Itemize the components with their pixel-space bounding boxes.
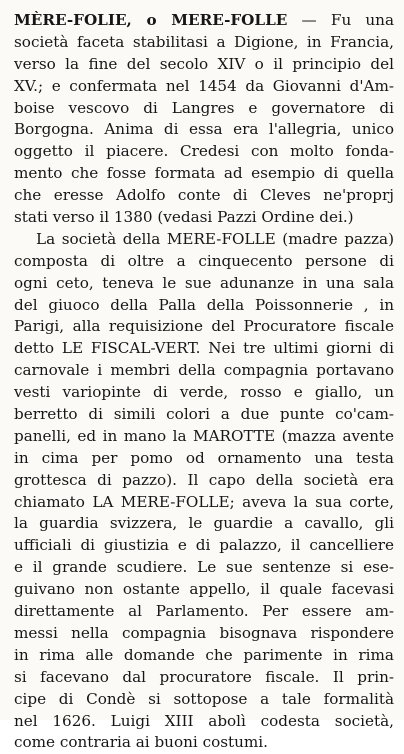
paragraph1-line-2: verso la fine del secolo XIV o il principio del [14, 54, 394, 73]
paragraph1-line-3: XV.; e confermata nel 1454 da Giovanni d'Am- [14, 76, 394, 95]
paragraph2-line-2: ogni ceto, teneva le sue adunanze in una sala [14, 273, 394, 292]
dictionary-entry [14, 10, 394, 754]
paragraph2-line-13: la guardia svizzera, le guardie a cavallo, gli [14, 514, 394, 533]
paragraph2-line-14: ufficiali di giustizia e di palazzo, il cancelliere [14, 536, 394, 555]
entry-headword: MÈRE-FOLIE, o MERE-FOLLE [14, 11, 288, 29]
paragraph1-line-9: stati verso il 1380 (vedasi Pazzi Ordine dei.) [14, 208, 354, 227]
paragraph1-line-0: — Fu una [301, 11, 395, 29]
paragraph2-line-0: La società della MERE-FOLLE (madre pazza) [36, 229, 394, 248]
paragraph2-line-9: panelli, ed in mano la MAROTTE (mazza avente [14, 426, 394, 445]
paragraph2-line-5: detto LE FISCAL-VERT. Nei tre ultimi giorni di [14, 339, 394, 358]
paragraph1-line-7: mento che fosse formata ad esempio di quella [14, 164, 394, 183]
paragraph1-line-1: società faceta stabilitasi a Digione, in Francia, [14, 32, 394, 51]
paragraph1-line-5: Borgogna. Anima di essa era l'allegria, unico [14, 120, 394, 139]
paragraph2-line-6: carnovale i membri della compagnia portavano [14, 361, 394, 380]
paragraph2-line-16: guivano non ostante appello, il quale facevasi [14, 580, 394, 599]
paragraph2-line-15: e il grande scudiere. Le sue sentenze si ese- [14, 558, 394, 577]
paragraph1-line-4: boise vescovo di Langres e governatore di [14, 98, 394, 117]
paragraph2-line-17: direttamente al Parlamento. Per essere am- [14, 602, 394, 621]
paragraph2-line-3: del giuoco della Palla della Poissonnerie , in [14, 295, 394, 314]
paragraph2-line-20: si facevano dal procuratore fiscale. Il prin- [14, 667, 394, 686]
paragraph1-line-8: che eresse Adolfo conte di Cleves ne'proprj [14, 186, 394, 205]
paragraph2-line-18: messi nella compagnia bisognava rispondere [14, 623, 394, 642]
paragraph2-line-4: Parigi, alla requisizione del Procuratore fiscale [14, 317, 394, 336]
paragraph2-line-11: grottesca di pazzo). Il capo della società era [14, 470, 394, 489]
paragraph2-line-21: cipe di Condè si sottopose a tale formalità [14, 689, 394, 708]
entry-first-line [14, 10, 394, 32]
paragraph2-line-19: in rima alle domande che parimente in rima [14, 645, 394, 664]
paragraph2-line-10: in cima per pomo od ornamento una testa [14, 448, 394, 467]
paragraph2-line-12: chiamato LA MERE-FOLLE; aveva la sua corte, [14, 492, 394, 511]
paragraph2-line-1: composta di oltre a cinquecento persone di [14, 251, 394, 270]
paragraph2-line-22: nel 1626. Luigi XIII abolì codesta società, [14, 711, 394, 730]
paragraph2-line-23: come contraria ai buoni costumi. [14, 733, 268, 752]
paragraph2-line-8: berretto di simili colori a due punte co'cam- [14, 405, 394, 424]
paragraph1-line-6: oggetto il piacere. Credesi con molto fonda- [14, 142, 394, 161]
paragraph2-line-7: vesti variopinte di verde, rosso e giallo, un [14, 383, 394, 402]
